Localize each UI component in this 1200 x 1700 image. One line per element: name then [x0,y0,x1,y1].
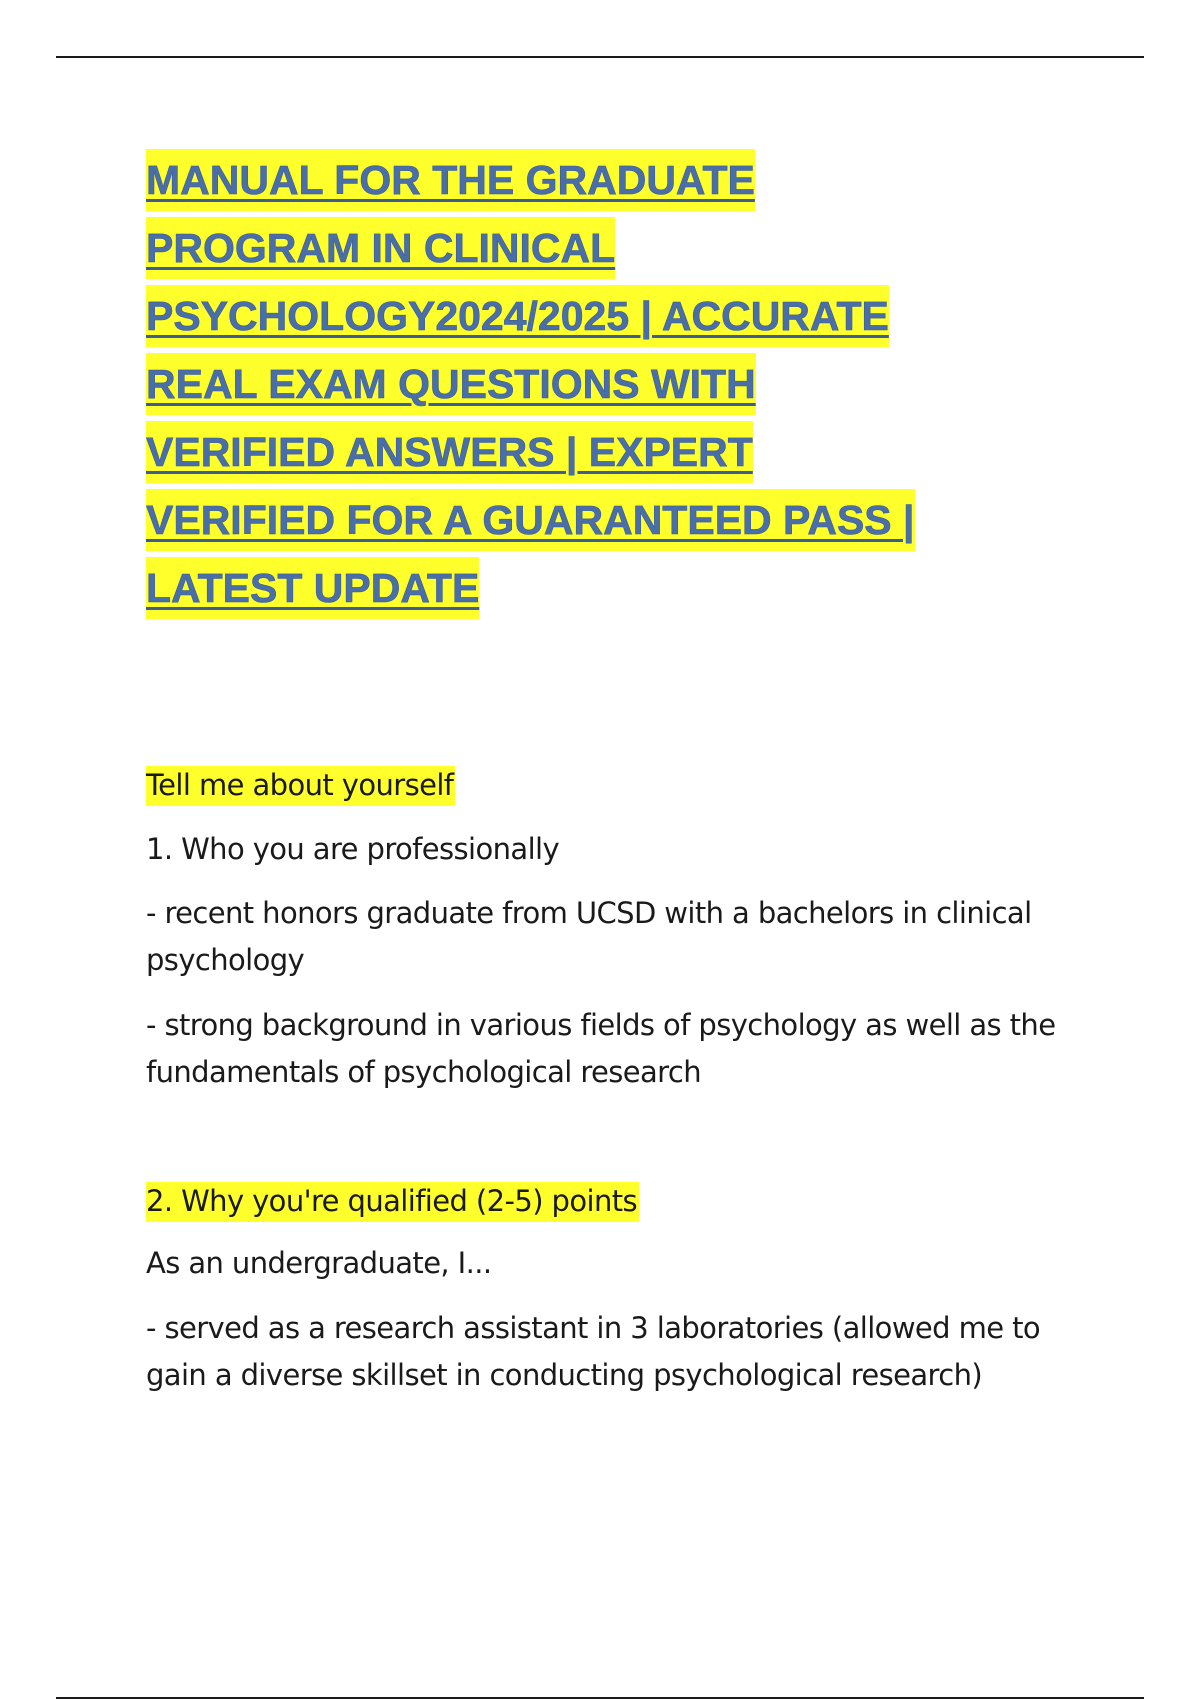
why-heading-text: 2. Why you're qualified (2-5) points [146,1182,639,1222]
title-line: PSYCHOLOGY2024/2025 | ACCURATE [146,282,1086,350]
undergrad-intro: As an undergraduate, I... [146,1246,492,1280]
title-line: VERIFIED ANSWERS | EXPERT [146,418,1086,486]
why-heading [146,1178,1106,1225]
document-title [146,146,1086,622]
title-line: PROGRAM IN CLINICAL [146,214,1086,282]
bottom-divider [56,1697,1144,1699]
tell-me-heading [146,762,1106,809]
title-line: LATEST UPDATE [146,554,1086,622]
bullet-background: - strong background in various fields of psychology as well as the fundamentals of psychological research [146,1008,1056,1089]
bullet-research-assistant: - served as a research assistant in 3 laboratories (allowed me to gain a diverse skillset in conducting psychological research) [146,1311,1041,1392]
bullet-degree: - recent honors graduate from UCSD with a bachelors in clinical psychology [146,896,1032,977]
who-heading: 1. Who you are professionally [146,832,560,866]
title-line: VERIFIED FOR A GUARANTEED PASS | [146,486,1086,554]
title-line: MANUAL FOR THE GRADUATE [146,146,1086,214]
tell-me-heading-text: Tell me about yourself [146,766,455,806]
title-line: REAL EXAM QUESTIONS WITH [146,350,1086,418]
top-divider [56,56,1144,58]
